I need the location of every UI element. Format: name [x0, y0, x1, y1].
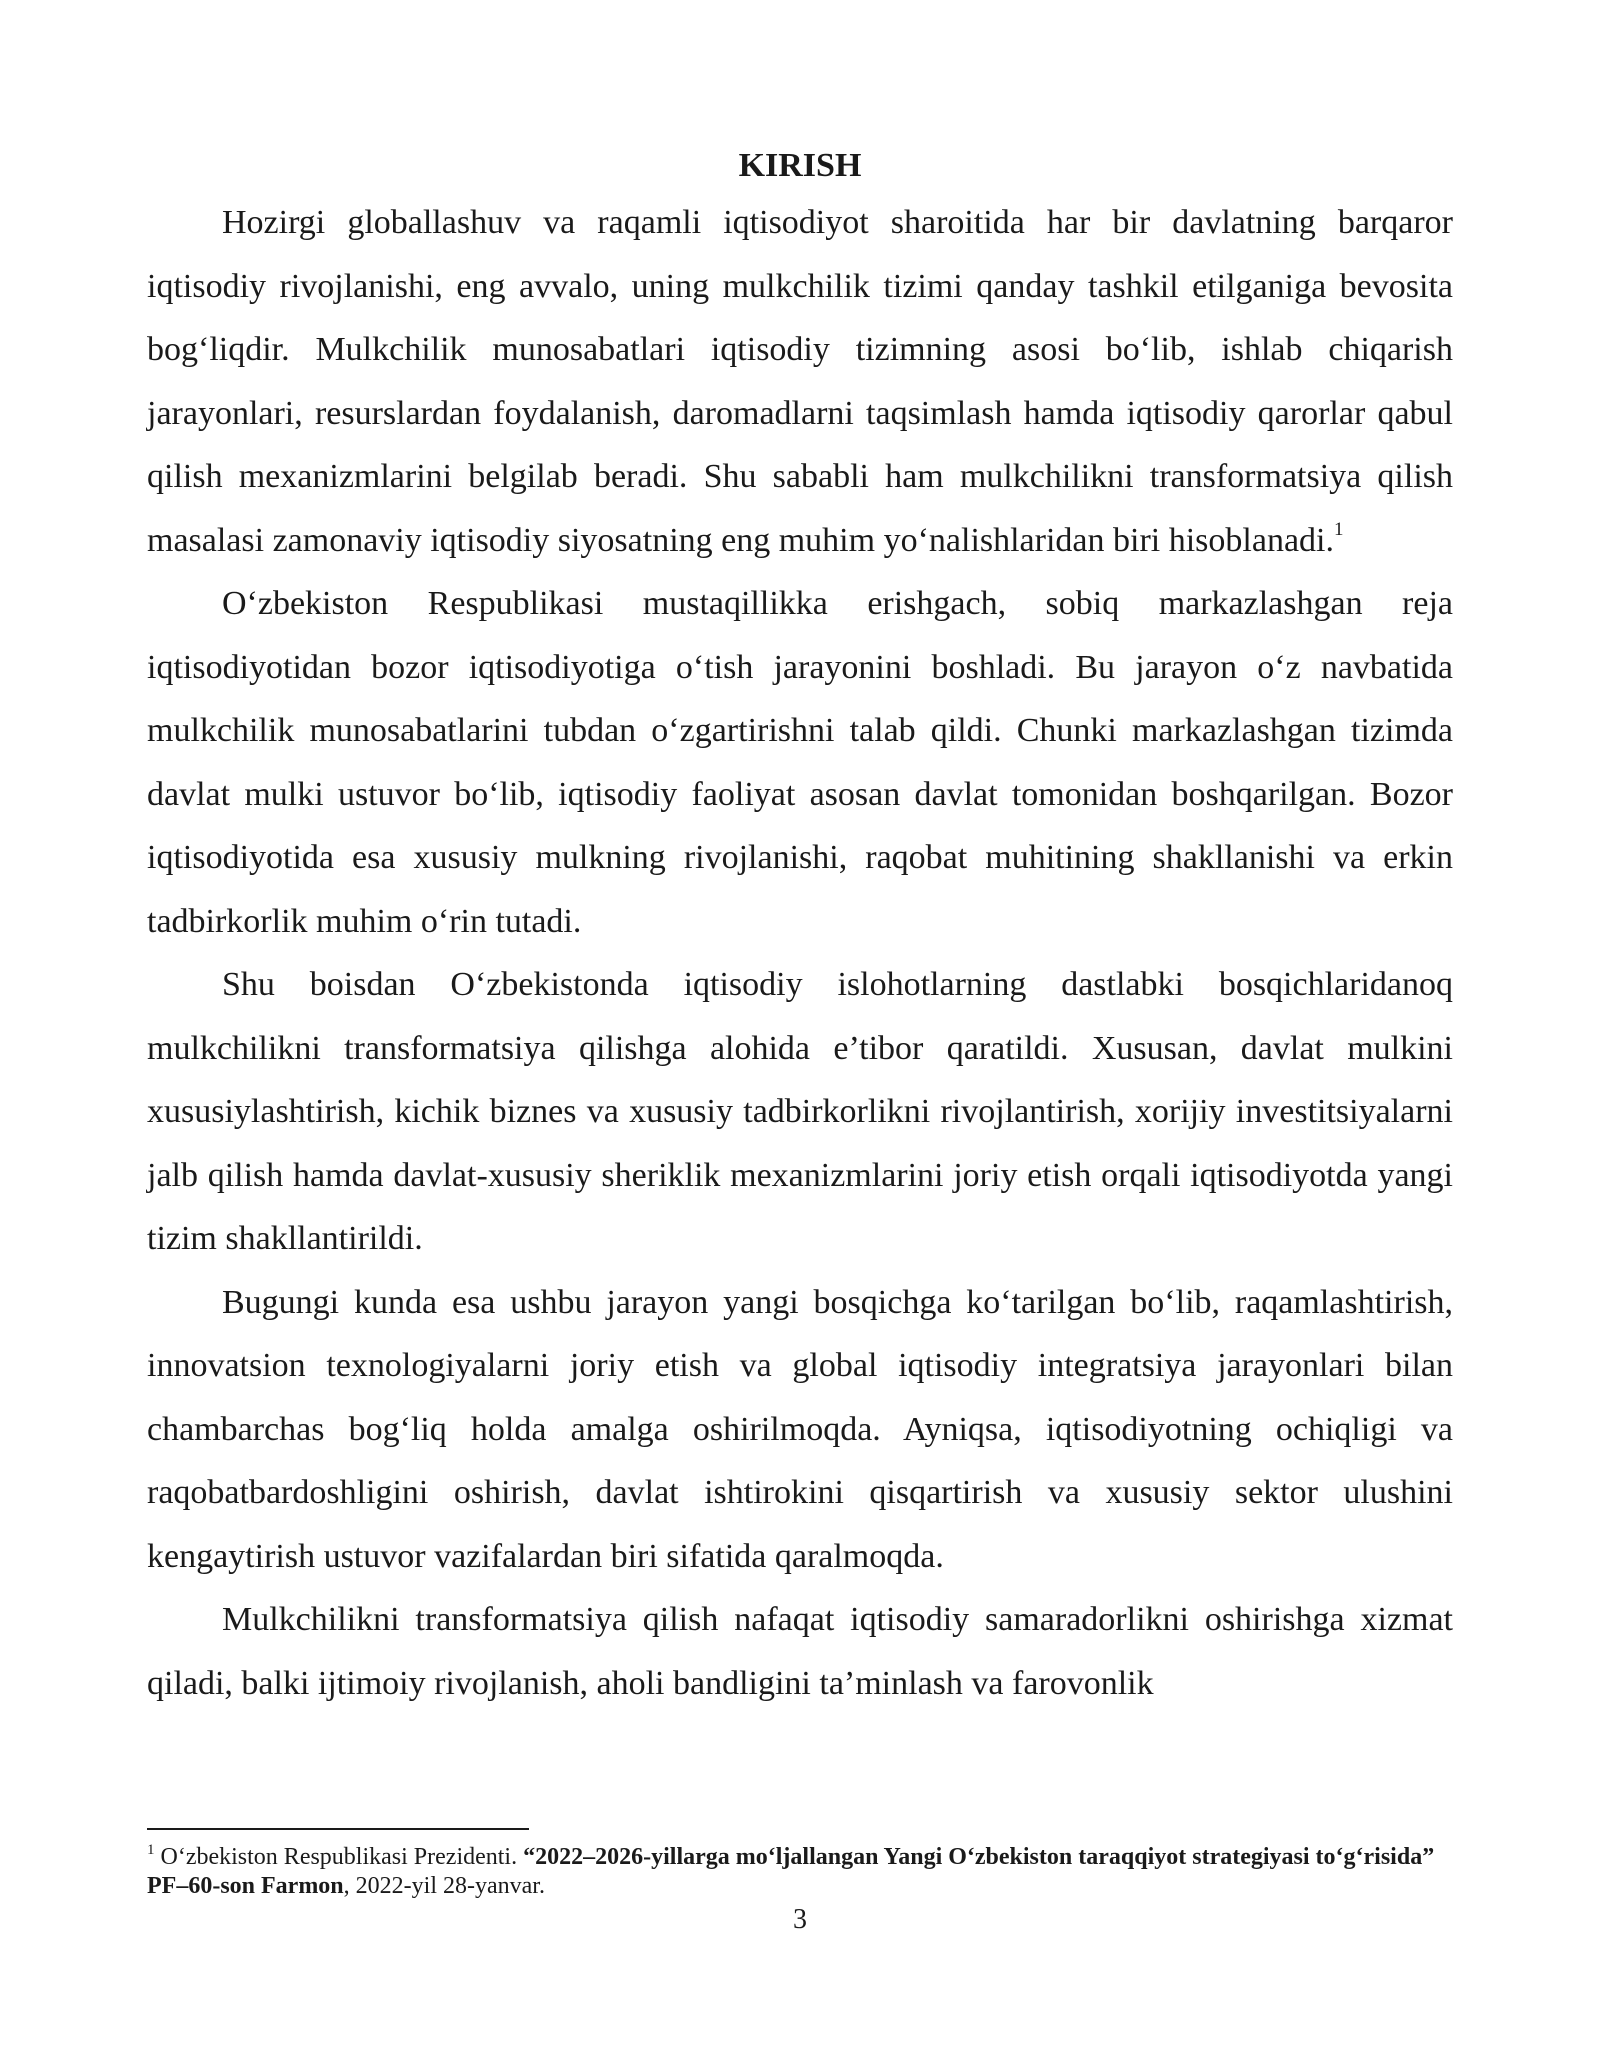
footnote	[147, 1843, 1453, 1901]
paragraph-3: Shu boisdan O‘zbekistonda iqtisodiy islohotlarning dastlabki bosqichlaridanoq mulkchilikni transformatsiya qilishga alohida e’tibor qaratildi. Xususan, davlat mulkini xususiylashtirish, kichik biznes va xususiy tadbirkorlikni rivojlantirish, xorijiy investitsiyalarni jalb qilish hamda davlat-xususiy sheriklik mexanizmlarini joriy etish orqali iqtisodiyotda yangi tizim shakllantirildi.	[147, 966, 1453, 1257]
footnote-marker: 1	[147, 1842, 155, 1858]
footnote-lead: O‘zbekiston Respublikasi Prezidenti.	[154, 1844, 524, 1870]
paragraph-5: Mulkchilikni transformatsiya qilish nafaqat iqtisodiy samaradorlikni oshirishga xizmat qiladi, balki ijtimoiy rivojlanish, aholi bandligini ta’minlash va farovonlik	[147, 1601, 1453, 1702]
footnote-date: , 2022-yil 28-yanvar.	[343, 1873, 545, 1899]
page-number: 3	[793, 1904, 807, 1935]
paragraph-2: O‘zbekiston Respublikasi mustaqillikka erishgach, sobiq markazlashgan reja iqtisodiyotidan bozor iqtisodiyotiga o‘tish jarayonini boshladi. Bu jarayon o‘z navbatida mulkchilik munosabatlarini tubdan o‘zgartirishni talab qildi. Chunki markazlashgan tizimda davlat mulki ustuvor bo‘lib, iqtisodiy faoliyat asosan davlat tomonidan boshqarilgan. Bozor iqtisodiyotida esa xususiy mulkning rivojlanishi, raqobat muhitining shakllanishi va erkin tadbirkorlik muhim o‘rin tutadi.	[147, 585, 1453, 940]
paragraph-1	[147, 191, 1453, 572]
paragraph-1-text: Hozirgi globallashuv va raqamli iqtisodiyot sharoitida har bir davlatning barqaror iqtisodiy rivojlanishi, eng avvalo, uning mulkchilik tizimi qanday tashkil etilganiga bevosita bog‘liqdir. Mulkchilik munosabatlari iqtisodiy tizimning asosi bo‘lib, ishlab chiqarish jarayonlari, resurslardan foydalanish, daromadlarni taqsimlash hamda iqtisodiy qarorlar qabul qilish mexanizmlarini belgilab beradi. Shu sababli ham mulkchilikni transformatsiya qilish masalasi zamonaviy iqtisodiy siyosatning eng muhim yo‘nalishlaridan biri hisoblanadi.	[147, 204, 1453, 559]
page-body	[147, 146, 1453, 1715]
paragraph-4: Bugungi kunda esa ushbu jarayon yangi bosqichga ko‘tarilgan bo‘lib, raqamlashtirish, innovatsion texnologiyalarni joriy etish va global iqtisodiy integratsiya jarayonlari bilan chambarchas bog‘liq holda amalga oshirilmoqda. Ayniqsa, iqtisodiyotning ochiqligi va raqobatbardoshligini oshirish, davlat ishtirokini qisqartirish va xususiy sektor ulushini kengaytirish ustuvor vazifalardan biri sifatida qaralmoqda.	[147, 1283, 1453, 1575]
footnote-document-title: “2022–2026-yillarga mo‘ljallangan Yangi O‘zbekiston taraqqiyot strategiyasi to‘g‘risida” PF–60-son Farmon	[147, 1844, 1435, 1899]
page-title: KIRISH	[738, 147, 862, 184]
footnote-reference[interactable]: 1	[1333, 518, 1344, 540]
footnote-separator	[147, 1828, 529, 1830]
